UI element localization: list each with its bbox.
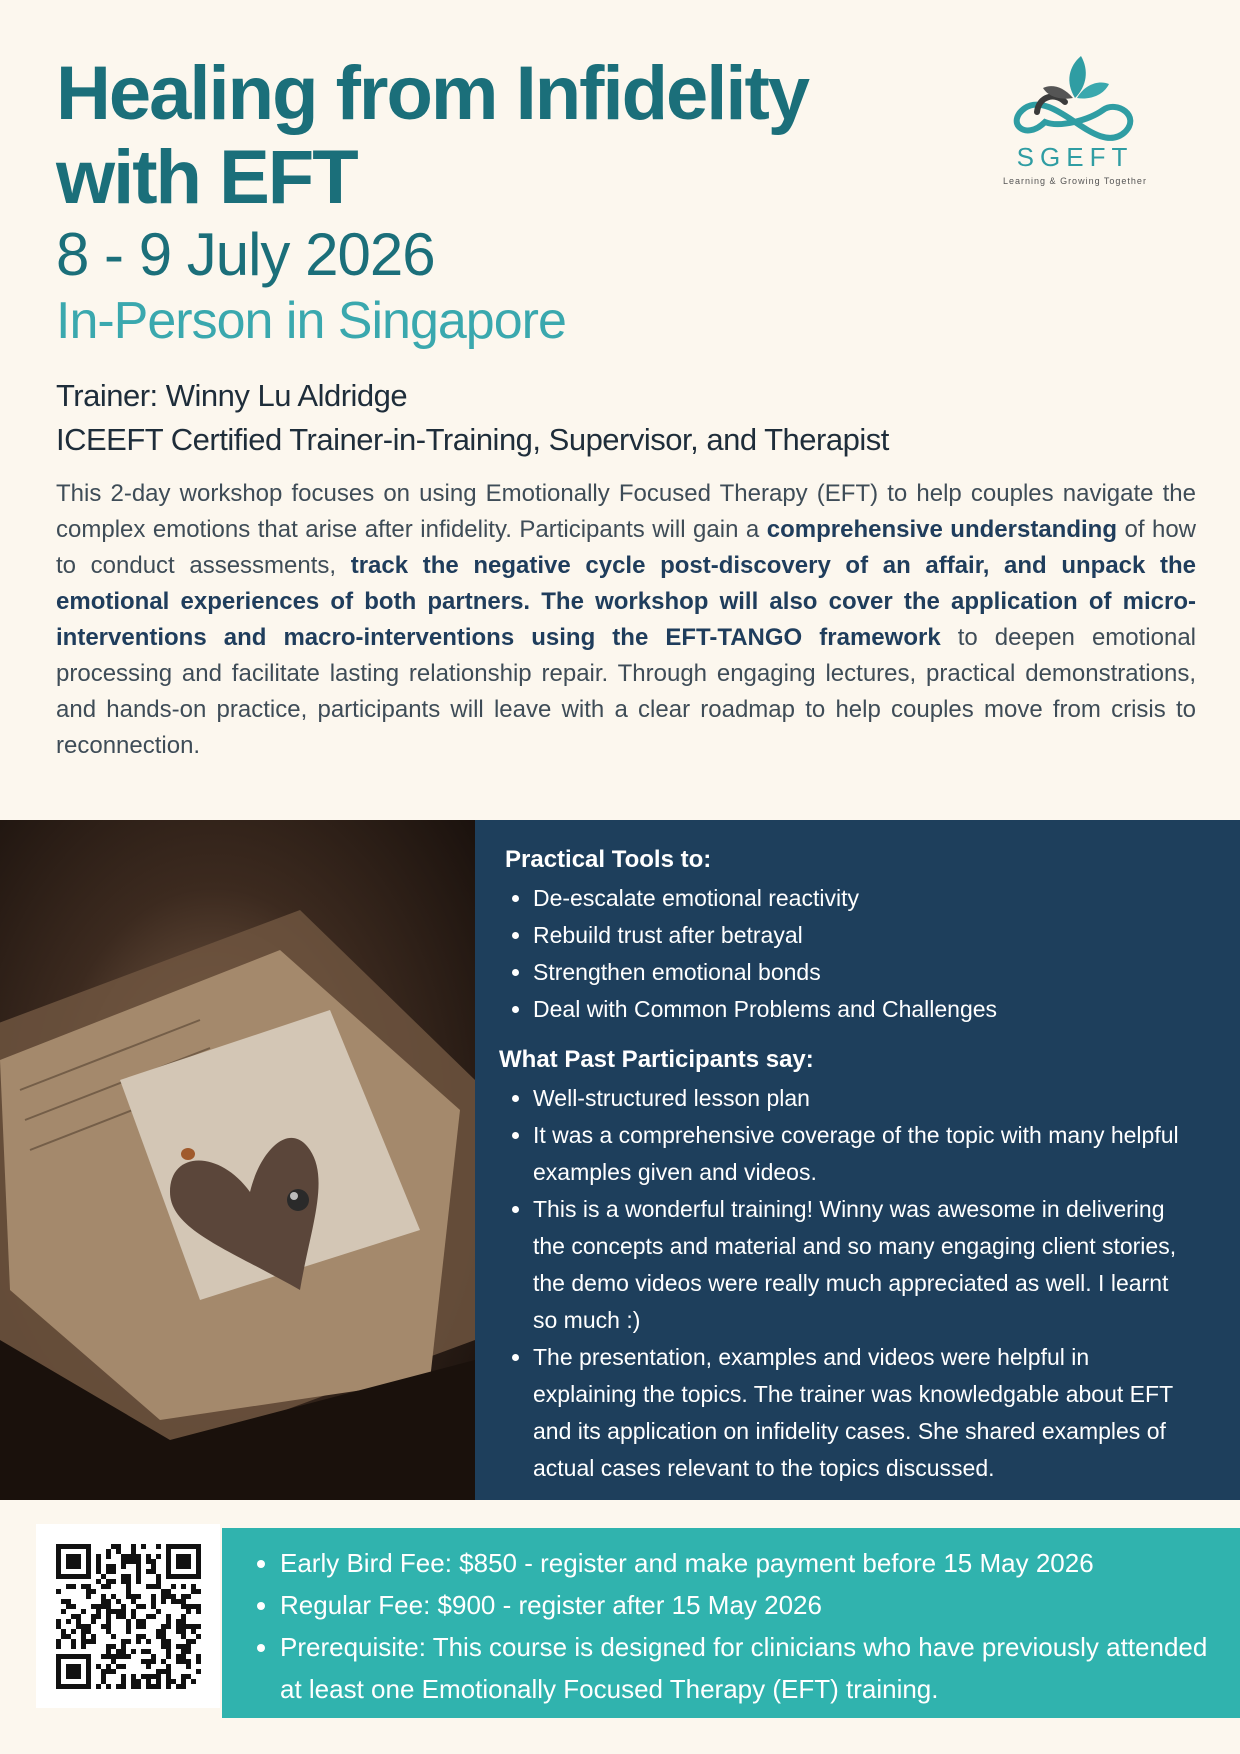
fee-band bbox=[222, 1528, 1240, 1718]
logo-wordmark: SGEFT bbox=[1016, 142, 1134, 172]
intro-bold-2: track the negative cycle post-discovery of an affair, and unpack the emotional experiences of both partners. The workshop will also cover the application of micro-interventions and macro-interventions using the EFT-TANGO framework bbox=[56, 552, 1197, 651]
testimonials-heading: What Past Participants say: bbox=[499, 1046, 814, 1073]
intro-text-3: to deepen emotional processing and facilitate lasting relationship repair. Through engaging lectures, practical demonstrations, and hands-on practice, participants will leave with a clear roadmap to help couples move from crisis to reconnection. bbox=[56, 624, 1197, 759]
trainer-credentials: ICEEFT Certified Trainer-in-Training, Supervisor, and Therapist bbox=[56, 422, 889, 457]
logo-tagline: Learning & Growing Together bbox=[1003, 176, 1147, 186]
tools-list bbox=[511, 880, 1193, 1028]
list-item: • Strengthen emotional bonds bbox=[533, 954, 1193, 991]
info-panel bbox=[475, 820, 1240, 1500]
event-dates: 8 - 9 July 2026 bbox=[56, 221, 435, 288]
sgeft-logo bbox=[985, 52, 1185, 192]
intro-text-2: of how to conduct assessments, bbox=[56, 516, 1197, 579]
infinity-leaf-logo-icon bbox=[985, 52, 1165, 144]
fee-list bbox=[254, 1542, 1230, 1710]
list-item: • Prerequisite: This course is designed for clinicians who have previously attended at least one Emotionally Focused Therapy (EFT) training. bbox=[280, 1626, 1230, 1710]
list-item: • Early Bird Fee: $850 - register and make payment before 15 May 2026 bbox=[280, 1542, 1230, 1584]
intro-bold-1: comprehensive understanding bbox=[766, 516, 1117, 543]
list-item: • Rebuild trust after betrayal bbox=[533, 917, 1193, 954]
qr-code-icon[interactable] bbox=[36, 1524, 220, 1708]
list-item: • De-escalate emotional reactivity bbox=[533, 880, 1193, 917]
trainer-name: Trainer: Winny Lu Aldridge bbox=[56, 378, 408, 413]
list-item: • This is a wonderful training! Winny was awesome in delivering the concepts and material and so many engaging client stories, the demo videos were really much appreciated as well. I learnt so much :) bbox=[533, 1191, 1193, 1339]
list-item: • Well-structured lesson plan bbox=[533, 1080, 1193, 1117]
page-title: Healing from Infidelity with EFT bbox=[56, 51, 809, 220]
heart-letters-photo bbox=[0, 820, 475, 1500]
list-item: • Regular Fee: $900 - register after 15 May 2026 bbox=[280, 1584, 1230, 1626]
list-item: • It was a comprehensive coverage of the topic with many helpful examples given and videos. bbox=[533, 1117, 1193, 1191]
registration-qr[interactable] bbox=[36, 1524, 220, 1708]
intro-text-1: This 2-day workshop focuses on using Emotionally Focused Therapy (EFT) to help couples navigate the complex emotions that arise after infidelity. Participants will gain a bbox=[56, 480, 1196, 543]
trainer-info bbox=[56, 374, 889, 462]
testimonials-list bbox=[511, 1080, 1193, 1487]
event-location: In-Person in Singapore bbox=[56, 292, 566, 350]
list-item: • The presentation, examples and videos were helpful in explaining the topics. The trainer was knowledgable about EFT and its application on infidelity cases. She shared examples of actual cases relevant to the topics discussed. bbox=[533, 1339, 1193, 1487]
list-item: • Deal with Common Problems and Challenges bbox=[533, 991, 1193, 1028]
tools-heading: Practical Tools to: bbox=[505, 846, 712, 873]
workshop-description bbox=[56, 476, 1196, 764]
